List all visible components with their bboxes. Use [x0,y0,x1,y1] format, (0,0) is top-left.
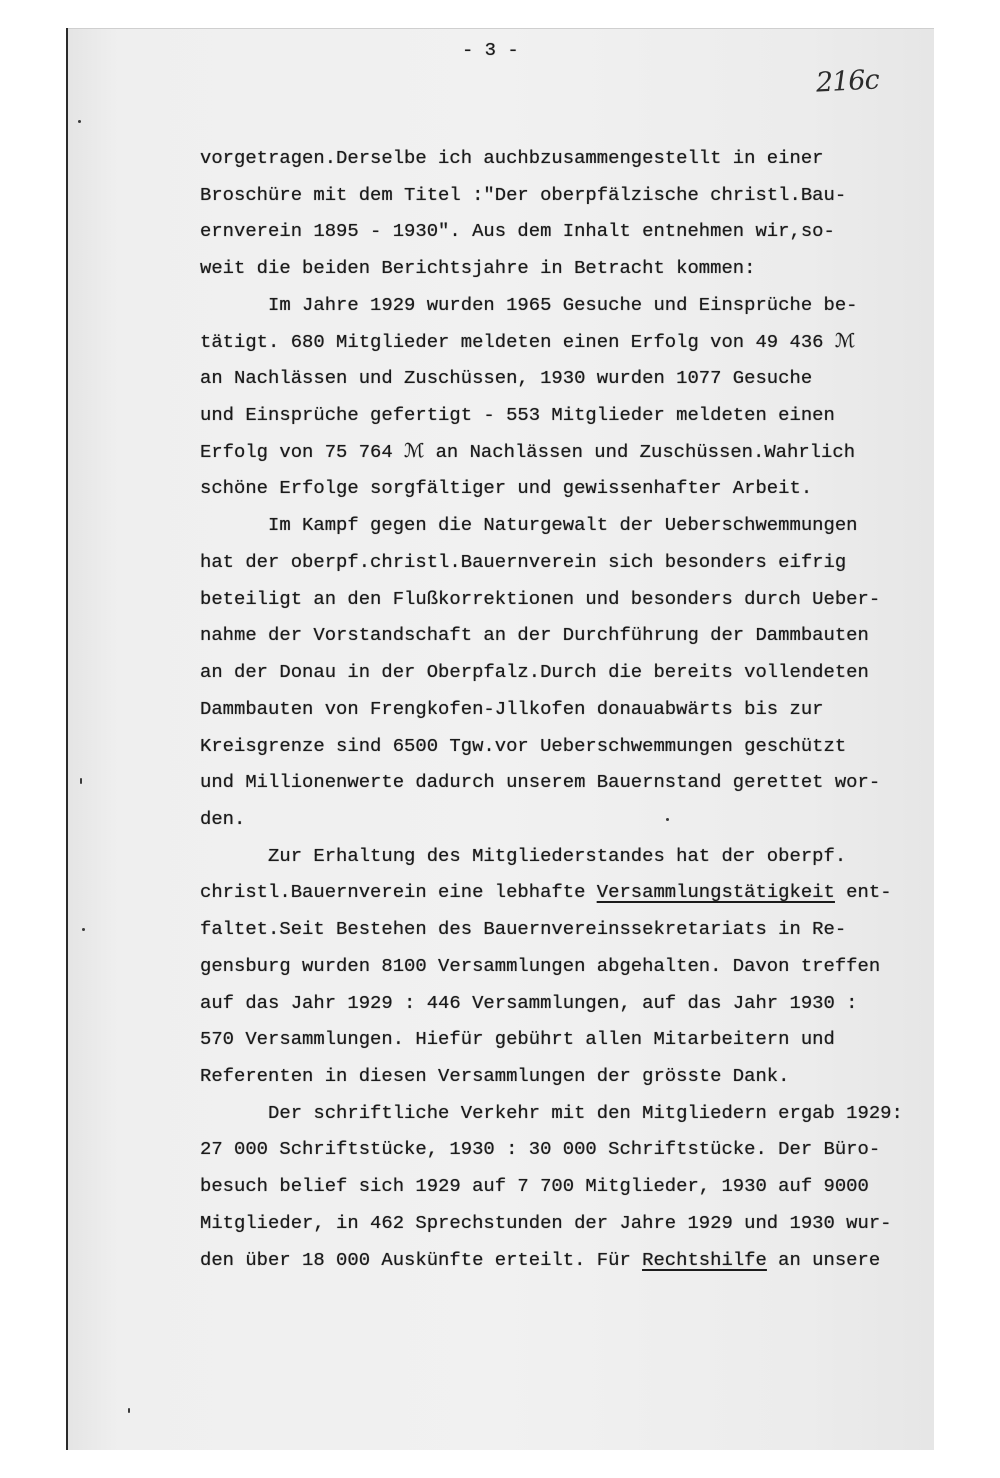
text-line: 27 000 Schriftstücke, 1930 : 30 000 Schriftstücke. Der Büro- [200,1138,881,1161]
scan-speck [80,778,82,784]
text-line: nahme der Vorstandschaft an der Durchführung der Dammbauten [200,624,869,647]
text-line: besuch belief sich 1929 auf 7 700 Mitglieder, 1930 auf 9000 [200,1175,869,1198]
text-line [200,874,920,911]
text-line: und Einsprüche gefertigt - 553 Mitglieder meldeten einen [200,404,835,427]
text-segment: an unsere [766,1248,881,1271]
text-segment: den über 18 000 Auskünfte erteilt. Für [200,1248,643,1271]
text-line: und Millionenwerte dadurch unserem Bauernstand gerettet wor- [200,771,881,794]
text-line: weit die beiden Berichtsjahre in Betracht kommen: [200,257,756,280]
text-line: 570 Versammlungen. Hiefür gebührt allen Mitarbeitern und [200,1028,835,1051]
text-line: faltet.Seit Bestehen des Bauernvereinssekretariats in Re- [200,918,847,941]
text-line: tätigt. 680 Mitglieder meldeten einen Erfolg von 49 436 ℳ [200,330,856,353]
text-line: Zur Erhaltung des Mitgliederstandes hat der oberpf. [268,844,847,867]
text-line: auf das Jahr 1929 : 446 Versammlungen, auf das Jahr 1930 : [200,991,858,1014]
text-line: an Nachlässen und Zuschüssen, 1930 wurden 1077 Gesuche [200,367,813,390]
text-line: an der Donau in der Oberpfalz.Durch die bereits vollendeten [200,661,869,684]
text-line: Erfolg von 75 764 ℳ an Nachlässen und Zuschüssen.Wahrlich [200,440,856,463]
text-line: beteiligt an den Flußkorrektionen und besonders durch Ueber- [200,587,881,610]
scan-edge [66,28,68,1450]
text-line [200,1242,920,1279]
text-line: Mitglieder, in 462 Sprechstunden der Jahre 1929 und 1930 wur- [200,1211,892,1234]
text-line: vorgetragen.Derselbe ich auchbzusammengestellt in einer [200,147,824,169]
text-line: Kreisgrenze sind 6500 Tgw.vor Ueberschwemmungen geschützt [200,734,847,757]
underlined-word: Rechtshilfe [642,1248,767,1271]
scan-speck [82,928,85,931]
text-line: hat der oberpf.christl.Bauernverein sich besonders eifrig [200,550,847,573]
text-line: Im Jahre 1929 wurden 1965 Gesuche und Einsprüche be- [268,293,858,316]
text-line: Broschüre mit dem Titel :"Der oberpfälzische christl.Bau- [200,183,847,206]
text-line: Im Kampf gegen die Naturgewalt der Ueberschwemmungen [268,514,858,537]
text-line: Dammbauten von Frengkofen-Jllkofen donauabwärts bis zur [200,697,824,720]
scan-speck [78,120,81,123]
text-segment: christl.Bauernverein eine lebhafte [200,881,597,904]
underlined-word: Versammlungstätigkeit [596,881,835,904]
text-line: Referenten in diesen Versammlungen der grösste Dank. [200,1064,790,1087]
text-line: ernverein 1895 - 1930". Aus dem Inhalt entnehmen wir,so- [200,220,835,243]
text-line: schöne Erfolge sorgfältiger und gewissenhafter Arbeit. [200,477,813,500]
scan-speck [128,1408,130,1413]
text-line: Der schriftliche Verkehr mit den Mitgliedern ergab 1929: [268,1101,903,1124]
text-line: den. [200,807,246,830]
text-line: gensburg wurden 8100 Versammlungen abgehalten. Davon treffen [200,954,881,977]
text-segment: ent- [834,881,892,904]
typed-text-body [200,140,920,1278]
page-number: - 3 - [462,39,519,61]
archive-annotation: 216c [815,64,880,99]
